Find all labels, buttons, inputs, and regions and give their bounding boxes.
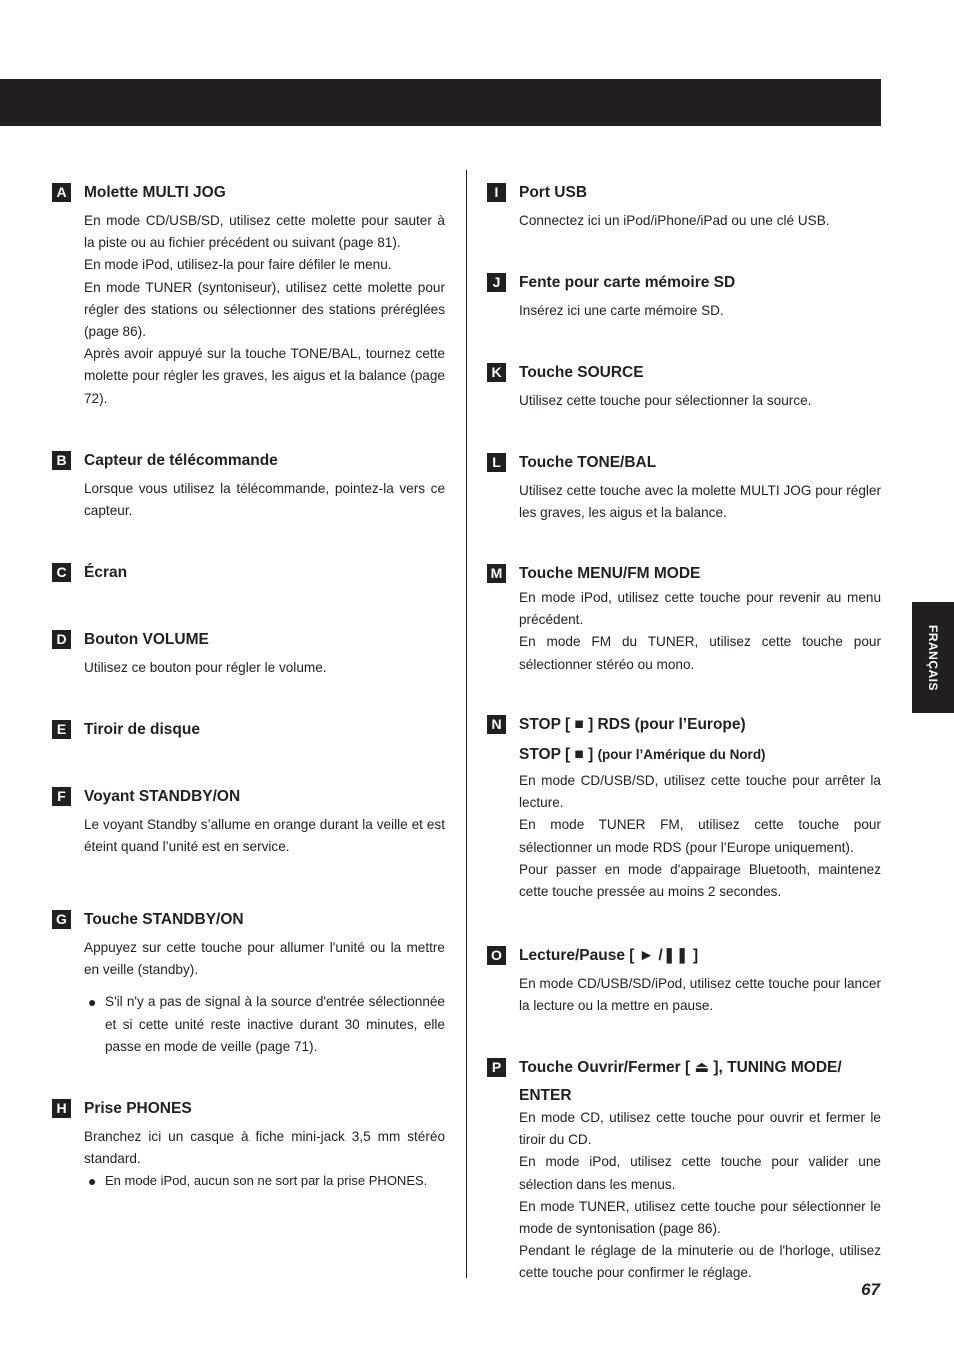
badge-h: H	[52, 1099, 71, 1118]
subtitle-n-main: STOP [ ■ ]	[519, 746, 594, 763]
title-o: Lecture/Pause [ ► /❚❚ ]	[519, 947, 699, 964]
badge-e: E	[52, 720, 71, 739]
text-n-2: En mode TUNER FM, utilisez cette touche pour sélectionner un mode RDS (pour l’Europe uniquement).	[519, 817, 881, 855]
page-number: 67	[861, 1280, 880, 1299]
column-divider	[466, 170, 467, 1278]
text-m-1: En mode iPod, utilisez cette touche pour revenir au menu précédent.	[519, 590, 881, 628]
text-h-1: Branchez ici un casque à fiche mini-jack 3,5 mm stéréo standard.	[84, 1129, 445, 1167]
title-g: Touche STANDBY/ON	[84, 911, 244, 928]
title-p: Touche Ouvrir/Fermer [ ⏏ ], TUNING MODE/	[519, 1059, 842, 1076]
title-m: Touche MENU/FM MODE	[519, 565, 701, 582]
title-h: Prise PHONES	[84, 1100, 192, 1117]
text-j-1: Insérez ici une carte mémoire SD.	[519, 303, 724, 318]
entry-d	[52, 629, 445, 679]
text-k-1: Utilisez cette touche pour sélectionner la source.	[519, 393, 812, 408]
entry-j	[487, 272, 881, 322]
text-a-2: En mode iPod, utilisez-la pour faire défiler le menu.	[84, 257, 392, 273]
entry-m	[487, 563, 881, 676]
bullet-g-text: S'il n'y a pas de signal à la source d'entrée sélectionnée et si cette unité reste inactive durant 30 minutes, elle passe en mode de veille (page 71).	[105, 994, 445, 1054]
text-o-1: En mode CD/USB/SD/iPod, utilisez cette touche pour lancer la lecture ou la mettre en pause.	[519, 976, 881, 1014]
language-tab	[912, 602, 954, 713]
text-m-2: En mode FM du TUNER, utilisez cette touche pour sélectionner stéréo ou mono.	[519, 634, 881, 672]
title-b: Capteur de télécommande	[84, 452, 278, 469]
language-tab-label: FRANÇAIS	[926, 624, 940, 691]
subtitle-n-small: (pour l’Amérique du Nord)	[597, 747, 766, 762]
title-d: Bouton VOLUME	[84, 631, 209, 648]
text-b-1: Lorsque vous utilisez la télécommande, pointez-la vers ce capteur.	[84, 481, 445, 519]
title-p-line2: ENTER	[519, 1087, 572, 1104]
bullet-dot-icon: ●	[88, 994, 97, 1011]
bullet-g	[84, 991, 445, 1058]
entry-f	[52, 786, 445, 858]
bullet-h-text: En mode iPod, aucun son ne sort par la prise PHONES.	[105, 1173, 428, 1189]
badge-l: L	[487, 453, 506, 472]
text-f-1: Le voyant Standby s’allume en orange durant la veille et est éteint quand l’unité est en service.	[84, 817, 445, 855]
badge-k: K	[487, 363, 506, 382]
subtitle-n	[487, 744, 881, 766]
badge-p: P	[487, 1058, 506, 1077]
entry-i	[487, 182, 881, 232]
text-l-1: Utilisez cette touche avec la molette MULTI JOG pour régler les graves, les aigus et la balance.	[519, 483, 881, 521]
text-p-2: En mode iPod, utilisez cette touche pour valider une sélection dans les menus.	[519, 1154, 881, 1192]
title-n: STOP [ ■ ] RDS (pour l’Europe)	[519, 716, 746, 733]
badge-g: G	[52, 910, 71, 929]
title-e: Tiroir de disque	[84, 721, 200, 738]
badge-d: D	[52, 630, 71, 649]
entry-e	[52, 719, 445, 741]
badge-n: N	[487, 715, 506, 734]
entry-c	[52, 562, 445, 584]
text-a-3: En mode TUNER (syntoniseur), utilisez cette molette pour régler des stations ou sélectionner des stations préréglées (page 86).	[84, 279, 445, 340]
title-k: Touche SOURCE	[519, 364, 644, 381]
title-j: Fente pour carte mémoire SD	[519, 274, 736, 291]
entry-g	[52, 909, 445, 1058]
title-f: Voyant STANDBY/ON	[84, 788, 241, 805]
text-p-3: En mode TUNER, utilisez cette touche pour sélectionner le mode de syntonisation (page 86).	[519, 1198, 881, 1237]
bullet-dot-icon: ●	[88, 1173, 97, 1190]
entry-a	[52, 182, 445, 410]
badge-c: C	[52, 563, 71, 582]
entry-p	[487, 1057, 881, 1285]
title-a: Molette MULTI JOG	[84, 184, 226, 201]
text-a-4: Après avoir appuyé sur la touche TONE/BAL, tournez cette molette pour régler les graves, les aigus et la balance (page 72).	[84, 346, 445, 406]
bullet-h	[84, 1170, 445, 1192]
badge-j: J	[487, 273, 506, 292]
text-d-1: Utilisez ce bouton pour régler le volume.	[84, 660, 327, 675]
badge-o: O	[487, 946, 506, 965]
header-bar	[0, 79, 881, 126]
entry-l	[487, 452, 881, 524]
title-i: Port USB	[519, 184, 588, 201]
badge-i: I	[487, 183, 506, 202]
badge-a: A	[52, 183, 71, 202]
entry-n	[487, 714, 881, 903]
title-c: Écran	[84, 564, 128, 581]
badge-m: M	[487, 564, 506, 583]
text-g-1: Appuyez sur cette touche pour allumer l'unité ou la mettre en veille (standby).	[84, 940, 445, 978]
entry-b	[52, 450, 445, 522]
entry-o	[487, 945, 881, 1017]
text-p-4: Pendant le réglage de la minuterie ou de l'horloge, utilisez cette touche pour confirmer le réglage.	[519, 1243, 881, 1281]
text-a-1: En mode CD/USB/SD, utilisez cette molette pour sauter à la piste ou au fichier précédent ou suivant (page 81).	[84, 213, 445, 251]
title-l: Touche TONE/BAL	[519, 454, 657, 471]
entry-h	[52, 1098, 445, 1193]
badge-b: B	[52, 451, 71, 470]
text-i-1: Connectez ici un iPod/iPhone/iPad ou une clé USB.	[519, 213, 830, 228]
text-n-1: En mode CD/USB/SD, utilisez cette touche pour arrêter la lecture.	[519, 773, 881, 811]
entry-k	[487, 362, 881, 412]
text-n-3: Pour passer en mode d'appairage Bluetooth, maintenez cette touche pressée au moins 2 secondes.	[519, 861, 881, 900]
badge-f: F	[52, 787, 71, 806]
text-p-1: En mode CD, utilisez cette touche pour ouvrir et fermer le tiroir du CD.	[519, 1110, 881, 1148]
